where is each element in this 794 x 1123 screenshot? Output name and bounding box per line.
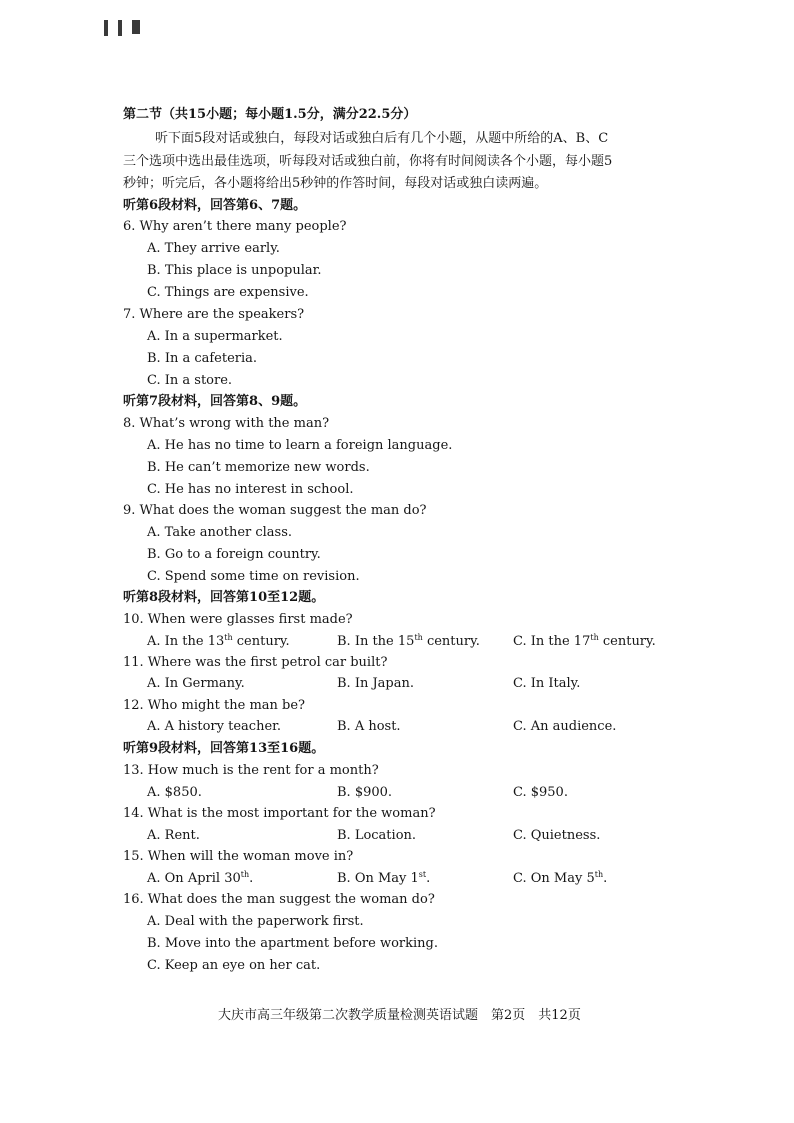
- question-6-stem: 6. Why aren’t there many people?: [123, 219, 347, 234]
- question-6-option-c: C. Things are expensive.: [147, 285, 309, 300]
- question-10-options: [147, 633, 656, 651]
- question-9-option-a: A. Take another class.: [147, 525, 293, 540]
- question-11-option-c: C. In Italy.: [513, 676, 581, 691]
- question-13-options: [147, 784, 568, 802]
- question-16-option-c: C. Keep an eye on her cat.: [147, 958, 321, 973]
- question-8-option-a: A. He has no time to learn a foreign language.: [147, 438, 453, 453]
- question-15-option-a: A. On April 30th.: [147, 870, 254, 886]
- question-8-stem: 8. What’s wrong with the man?: [123, 416, 330, 431]
- page-footer: 大庆市高三年级第二次教学质量检测英语试题 第2页 共12页: [218, 1008, 581, 1023]
- question-13-option-a: A. $850.: [147, 785, 202, 800]
- question-7-option-a: A. In a supermarket.: [147, 329, 283, 344]
- group-header-6: 听第6段材料，回答第6、7题。: [123, 198, 307, 213]
- question-12-option-b: B. A host.: [337, 719, 401, 734]
- instructions-line-3: 秒钟；听完后，各小题将给出5秒钟的作答时间，每段对话或独白读两遍。: [123, 176, 548, 191]
- question-9-option-c: C. Spend some time on revision.: [147, 569, 360, 584]
- question-15-option-c: C. On May 5th.: [513, 870, 608, 886]
- question-12-option-a: A. A history teacher.: [147, 719, 282, 734]
- question-12-option-c: C. An audience.: [513, 719, 617, 734]
- question-11-option-b: B. In Japan.: [337, 676, 414, 691]
- question-15-option-b: B. On May 1st.: [337, 870, 431, 886]
- question-10-option-a: A. In the 13th century.: [147, 633, 290, 649]
- question-12-stem: 12. Who might the man be?: [123, 698, 306, 713]
- question-10-option-b: B. In the 15th century.: [337, 633, 480, 649]
- question-7-option-b: B. In a cafeteria.: [147, 351, 258, 366]
- question-8-option-c: C. He has no interest in school.: [147, 482, 354, 497]
- question-14-stem: 14. What is the most important for the woman?: [123, 806, 436, 821]
- question-16-option-a: A. Deal with the paperwork first.: [147, 914, 364, 929]
- question-16-option-b: B. Move into the apartment before working.: [147, 936, 438, 951]
- question-13-option-c: C. $950.: [513, 785, 568, 800]
- instructions-line-2: 三个选项中选出最佳选项，听每段对话或独白前，你将有时间阅读各个小题，每小题5: [123, 154, 613, 169]
- question-7-option-c: C. In a store.: [147, 373, 233, 388]
- question-11-options: [147, 675, 580, 693]
- question-14-option-b: B. Location.: [337, 828, 417, 843]
- scan-corner-marks: [104, 20, 140, 36]
- question-11-stem: 11. Where was the first petrol car built?: [123, 655, 388, 670]
- group-header-7: 听第7段材料，回答第8、9题。: [123, 394, 307, 409]
- instructions-line-1: 听下面5段对话或独白，每段对话或独白后有几个小题，从题中所给的A、B、C: [155, 131, 609, 146]
- group-header-9: 听第9段材料，回答第13至16题。: [123, 741, 325, 756]
- question-10-option-c: C. In the 17th century.: [513, 633, 656, 649]
- question-14-option-a: A. Rent.: [147, 828, 200, 843]
- question-9-stem: 9. What does the woman suggest the man do?: [123, 503, 427, 518]
- question-15-stem: 15. When will the woman move in?: [123, 849, 354, 864]
- question-8-option-b: B. He can’t memorize new words.: [147, 460, 370, 475]
- question-15-options: [147, 870, 607, 888]
- section-title: 第二节（共15小题；每小题1.5分，满分22.5分）: [123, 107, 417, 122]
- question-6-option-a: A. They arrive early.: [147, 241, 280, 256]
- question-6-option-b: B. This place is unpopular.: [147, 263, 322, 278]
- question-13-stem: 13. How much is the rent for a month?: [123, 763, 379, 778]
- question-16-stem: 16. What does the man suggest the woman do?: [123, 892, 435, 907]
- group-header-8: 听第8段材料，回答第10至12题。: [123, 590, 325, 605]
- question-13-option-b: B. $900.: [337, 785, 393, 800]
- question-9-option-b: B. Go to a foreign country.: [147, 547, 321, 562]
- question-11-option-a: A. In Germany.: [147, 676, 245, 691]
- question-14-options: [147, 827, 600, 845]
- question-12-options: [147, 718, 616, 736]
- question-7-stem: 7. Where are the speakers?: [123, 307, 305, 322]
- question-10-stem: 10. When were glasses first made?: [123, 612, 353, 627]
- question-14-option-c: C. Quietness.: [513, 828, 601, 843]
